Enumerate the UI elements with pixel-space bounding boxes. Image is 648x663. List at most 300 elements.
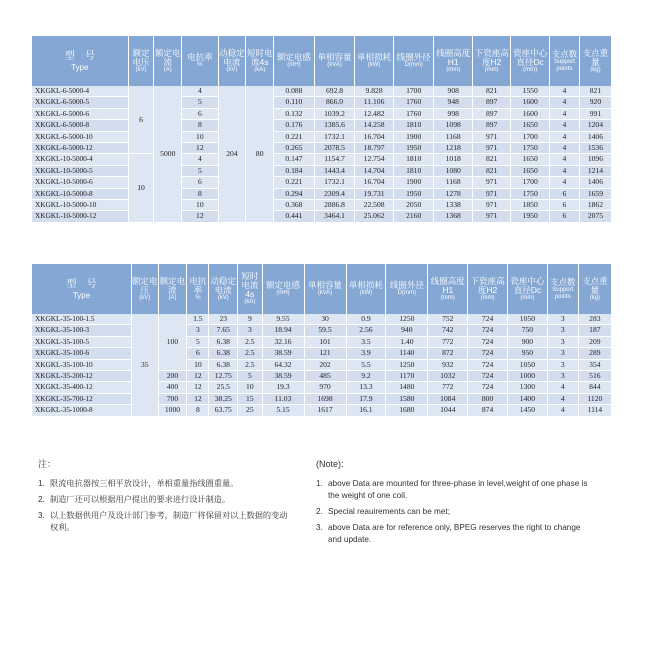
current-cell: 200 xyxy=(158,371,187,382)
table-cell: 22.508 xyxy=(355,200,393,211)
table-cell: 1098 xyxy=(434,120,472,131)
table-cell: 897 xyxy=(472,108,510,119)
table-cell: 1168 xyxy=(434,177,472,188)
table-row xyxy=(32,371,612,382)
table-cell: 25.5 xyxy=(209,382,238,393)
table-cell: 1050 xyxy=(507,359,547,370)
table-body xyxy=(32,314,612,416)
table-cell: 1278 xyxy=(434,188,472,199)
table-cell: 724 xyxy=(468,359,508,370)
table-cell: 1096 xyxy=(579,154,611,165)
table-cell: 0.147 xyxy=(274,154,315,165)
table-cell: 1950 xyxy=(511,211,549,222)
table-cell: 1406 xyxy=(579,131,611,142)
table-header-row xyxy=(32,36,612,86)
table-cell: 17.9 xyxy=(346,393,386,404)
model-cell: XKGKL-10-5000-8 xyxy=(32,188,128,199)
table-cell: 0.088 xyxy=(274,86,315,97)
table-cell: 8 xyxy=(187,405,209,416)
column-header: 瓷座中心直径Dc (mm) xyxy=(511,36,549,86)
table-cell: 1536 xyxy=(579,143,611,154)
table-cell: 948 xyxy=(434,97,472,108)
table-cell: 971 xyxy=(472,143,510,154)
reactance-cell: 6 xyxy=(182,177,218,188)
reactance-cell: 8 xyxy=(182,188,218,199)
table-cell: 1680 xyxy=(386,405,428,416)
table-cell: 1950 xyxy=(393,143,434,154)
column-header: 线圈外径 D(mm) xyxy=(393,36,434,86)
table-cell: 121 xyxy=(304,348,346,359)
table-cell: 1600 xyxy=(511,97,549,108)
table-cell: 9.828 xyxy=(355,86,393,97)
table-cell: 2078.5 xyxy=(314,143,355,154)
table-cell: 932 xyxy=(428,359,468,370)
table-cell: 19.3 xyxy=(262,382,304,393)
table-cell: 1140 xyxy=(386,348,428,359)
note-item: 1. 限流电抗器按三相平放设计，单相重量指线圈重量。 xyxy=(38,479,239,488)
table-row xyxy=(32,108,612,119)
table-cell: 900 xyxy=(507,336,547,347)
table-cell: 874 xyxy=(468,405,508,416)
table-cell: 4 xyxy=(547,393,578,404)
table-cell: 2.56 xyxy=(346,325,386,336)
table-cell: 6 xyxy=(549,200,579,211)
table-row xyxy=(32,382,612,393)
table-cell: 1300 xyxy=(507,382,547,393)
table-cell: 1385.6 xyxy=(314,120,355,131)
column-header: 支点数 Support points xyxy=(547,264,578,314)
table-cell: 752 xyxy=(428,314,468,325)
table-cell: 25.062 xyxy=(355,211,393,222)
reactance-cell: 5 xyxy=(182,165,218,176)
table-cell: 1170 xyxy=(386,371,428,382)
table-cell: 38.25 xyxy=(209,393,238,404)
table-cell: 897 xyxy=(472,97,510,108)
table-cell: 1900 xyxy=(393,131,434,142)
table-row xyxy=(32,314,612,325)
table-cell: 2886.8 xyxy=(314,200,355,211)
table-cell: 897 xyxy=(472,120,510,131)
column-header: 电抗率 % xyxy=(187,264,209,314)
table-cell: 4 xyxy=(549,131,579,142)
table-cell: 6.38 xyxy=(209,359,238,370)
column-header: 额定电压 (kV) xyxy=(128,36,154,86)
table-cell: 1659 xyxy=(579,188,611,199)
table-cell: 1050 xyxy=(507,314,547,325)
table-row xyxy=(32,131,612,142)
reactance-cell: 12 xyxy=(182,143,218,154)
notes-english xyxy=(316,458,596,550)
table-cell: 1000 xyxy=(507,371,547,382)
table-cell: 4 xyxy=(549,108,579,119)
table-cell: 4 xyxy=(549,143,579,154)
column-header: 动稳定电流 (kV) xyxy=(218,36,246,86)
column-header: 短时电流4s (kA) xyxy=(238,264,262,314)
table-row xyxy=(32,120,612,131)
table-cell: 724 xyxy=(468,336,508,347)
table-cell: 991 xyxy=(579,108,611,119)
table-cell: 3464.1 xyxy=(314,211,355,222)
model-cell: XKGKL-6-5000-10 xyxy=(32,131,128,142)
table-cell: 1732.1 xyxy=(314,131,355,142)
column-header: 电抗率 % xyxy=(182,36,218,86)
column-header: 单相损耗 (kW) xyxy=(346,264,386,314)
table-cell: 920 xyxy=(579,97,611,108)
current-cell: 100 xyxy=(158,314,187,371)
column-header: 型 号 Type xyxy=(32,36,128,86)
table-cell: 1218 xyxy=(434,143,472,154)
table-cell: 16.1 xyxy=(346,405,386,416)
table-cell: 3 xyxy=(547,359,578,370)
table-cell: 12 xyxy=(187,371,209,382)
note-item: 2. Special reauirements can be met; xyxy=(316,507,450,516)
table-cell: 14.258 xyxy=(355,120,393,131)
notes-title: 注： xyxy=(38,459,57,469)
column-header: 额定电流 (A) xyxy=(154,36,182,86)
table-cell: 25 xyxy=(238,405,262,416)
table-cell: 908 xyxy=(434,86,472,97)
table-cell: 38.59 xyxy=(262,348,304,359)
table-cell: 4 xyxy=(547,405,578,416)
table-cell: 1480 xyxy=(386,382,428,393)
table-cell: 13.3 xyxy=(346,382,386,393)
dynamic-current-cell: 204 xyxy=(218,86,246,222)
table-cell: 971 xyxy=(472,177,510,188)
table-cell: 0.132 xyxy=(274,108,315,119)
notes-title: (Note): xyxy=(316,459,344,469)
table-row xyxy=(32,348,612,359)
table-cell: 1450 xyxy=(507,405,547,416)
table-cell: 1250 xyxy=(386,314,428,325)
table-cell: 1550 xyxy=(511,86,549,97)
table-cell: 1443.4 xyxy=(314,165,355,176)
table-row xyxy=(32,359,612,370)
table-row xyxy=(32,405,612,416)
column-header: 短时电流4s (kA) xyxy=(246,36,274,86)
table-cell: 16.704 xyxy=(355,131,393,142)
table-cell: 485 xyxy=(304,371,346,382)
column-header: 额定电感 (mH) xyxy=(262,264,304,314)
table-cell: 63.75 xyxy=(209,405,238,416)
table-cell: 59.5 xyxy=(304,325,346,336)
table-row xyxy=(32,86,612,97)
table-cell: 821 xyxy=(472,165,510,176)
model-cell: XKGKL-10-5000-4 xyxy=(32,154,128,165)
reactance-cell: 8 xyxy=(182,120,218,131)
table-cell: 12.482 xyxy=(355,108,393,119)
table-cell: 6.38 xyxy=(209,348,238,359)
table-cell: 0.176 xyxy=(274,120,315,131)
table-cell: 1650 xyxy=(511,165,549,176)
table-row xyxy=(32,200,612,211)
table-cell: 0.110 xyxy=(274,97,315,108)
note-item: 1. above Data are mounted for three-phase in level,weight of one phase is the weight of one coil. xyxy=(316,479,588,500)
voltage-cell: 35 xyxy=(132,314,159,416)
table-cell: 6 xyxy=(549,188,579,199)
model-cell: XKGKL-10-5000-10 xyxy=(32,200,128,211)
table-cell: 101 xyxy=(304,336,346,347)
table-cell: 289 xyxy=(578,348,611,359)
table-cell: 3 xyxy=(547,336,578,347)
table-cell: 772 xyxy=(428,382,468,393)
table-cell: 1.40 xyxy=(386,336,428,347)
table-cell: 1750 xyxy=(511,188,549,199)
table-cell: 1810 xyxy=(393,120,434,131)
table-cell: 4 xyxy=(549,165,579,176)
model-cell: XKGKL-35-1000-8 xyxy=(32,405,132,416)
table-cell: 692.8 xyxy=(314,86,355,97)
table-cell: 1032 xyxy=(428,371,468,382)
column-header: 型 号 Type xyxy=(32,264,132,314)
table-cell: 1084 xyxy=(428,393,468,404)
table-cell: 5 xyxy=(238,371,262,382)
table-cell: 283 xyxy=(578,314,611,325)
table-cell: 971 xyxy=(472,188,510,199)
table-cell: 1900 xyxy=(393,177,434,188)
spec-table-6-10kv xyxy=(32,36,612,223)
table-cell: 1700 xyxy=(511,177,549,188)
reactance-cell: 4 xyxy=(182,86,218,97)
column-header: 线圈高度H1 (mm) xyxy=(428,264,468,314)
reactance-cell: 10 xyxy=(182,200,218,211)
table-cell: 10 xyxy=(238,382,262,393)
column-header: 支点数 Support points xyxy=(549,36,579,86)
table-cell: 11.106 xyxy=(355,97,393,108)
table-cell: 7.65 xyxy=(209,325,238,336)
table-cell: 1732.1 xyxy=(314,177,355,188)
current-cell: 400 xyxy=(158,382,187,393)
current-cell: 700 xyxy=(158,393,187,404)
table-cell: 18.797 xyxy=(355,143,393,154)
table-cell: 1750 xyxy=(511,143,549,154)
table-cell: 1850 xyxy=(511,200,549,211)
table-cell: 516 xyxy=(578,371,611,382)
table-cell: 5 xyxy=(187,336,209,347)
table-cell: 4 xyxy=(549,86,579,97)
table-cell: 1204 xyxy=(579,120,611,131)
model-cell: XKGKL-6-5000-5 xyxy=(32,97,128,108)
table-cell: 750 xyxy=(507,325,547,336)
table-cell: 971 xyxy=(472,131,510,142)
table-cell: 772 xyxy=(428,336,468,347)
table-cell: 0.221 xyxy=(274,131,315,142)
table-cell: 2160 xyxy=(393,211,434,222)
table-cell: 971 xyxy=(472,211,510,222)
reactance-cell: 10 xyxy=(182,131,218,142)
column-header: 额定电压 (kV) xyxy=(132,264,159,314)
table-cell: 3 xyxy=(238,325,262,336)
table-cell: 821 xyxy=(472,154,510,165)
table-cell: 4 xyxy=(547,382,578,393)
table-cell: 19.731 xyxy=(355,188,393,199)
table-cell: 844 xyxy=(578,382,611,393)
table-cell: 1600 xyxy=(511,108,549,119)
table-cell: 6 xyxy=(187,348,209,359)
table-cell: 3 xyxy=(547,371,578,382)
table-cell: 866.0 xyxy=(314,97,355,108)
table-cell: 2075 xyxy=(579,211,611,222)
column-header: 单相损耗 (kW) xyxy=(355,36,393,86)
table-cell: 1168 xyxy=(434,131,472,142)
table-cell: 1114 xyxy=(578,405,611,416)
model-cell: XKGKL-6-5000-8 xyxy=(32,120,128,131)
column-header: 线圈高度H1 (mm) xyxy=(434,36,472,86)
column-header: 额定电感 (mH) xyxy=(274,36,315,86)
column-header: 下瓷座高度H2 (mm) xyxy=(472,36,510,86)
table-row xyxy=(32,97,612,108)
table-cell: 724 xyxy=(468,348,508,359)
table-cell: 11.03 xyxy=(262,393,304,404)
model-cell: XKGKL-35-100-5 xyxy=(32,336,132,347)
table-cell: 3 xyxy=(547,348,578,359)
table-cell: 23 xyxy=(209,314,238,325)
table-cell: 3 xyxy=(187,325,209,336)
table-cell: 2309.4 xyxy=(314,188,355,199)
table-cell: 724 xyxy=(468,371,508,382)
model-cell: XKGKL-10-5000-12 xyxy=(32,211,128,222)
column-header: 额定电流 (A) xyxy=(158,264,187,314)
model-cell: XKGKL-35-100-1.5 xyxy=(32,314,132,325)
short-current-cell: 80 xyxy=(246,86,274,222)
model-cell: XKGKL-35-700-12 xyxy=(32,393,132,404)
table-cell: 1617 xyxy=(304,405,346,416)
table-cell: 2.5 xyxy=(238,336,262,347)
column-header: 动稳定电流 (kV) xyxy=(209,264,238,314)
table-cell: 1698 xyxy=(304,393,346,404)
table-cell: 3.9 xyxy=(346,348,386,359)
table-row xyxy=(32,165,612,176)
table-cell: 187 xyxy=(578,325,611,336)
table-row xyxy=(32,211,612,222)
table-cell: 742 xyxy=(428,325,468,336)
model-cell: XKGKL-6-5000-4 xyxy=(32,86,128,97)
table-cell: 4 xyxy=(549,177,579,188)
table-cell: 1250 xyxy=(386,359,428,370)
table-row xyxy=(32,336,612,347)
table-header-row xyxy=(32,264,612,314)
note-item: 3. above Data are for reference only, BPEG reserves the right to change and update. xyxy=(316,523,581,544)
column-header: 瓷座中心直径Dc (mm) xyxy=(507,264,547,314)
table-cell: 3 xyxy=(547,314,578,325)
table-cell: 4 xyxy=(549,97,579,108)
table-cell: 1338 xyxy=(434,200,472,211)
spec-table-35kv xyxy=(32,264,612,417)
table-cell: 1760 xyxy=(393,108,434,119)
table-cell: 998 xyxy=(434,108,472,119)
note-item: 2. 制造厂还可以根据用户提出的要求进行设计制造。 xyxy=(38,495,231,504)
notes-chinese xyxy=(38,458,288,538)
table-cell: 5.15 xyxy=(262,405,304,416)
table-cell: 6.38 xyxy=(209,336,238,347)
model-cell: XKGKL-35-100-3 xyxy=(32,325,132,336)
reactance-cell: 5 xyxy=(182,97,218,108)
table-cell: 12 xyxy=(187,393,209,404)
table-cell: 1400 xyxy=(507,393,547,404)
table-cell: 1154.7 xyxy=(314,154,355,165)
table-cell: 202 xyxy=(304,359,346,370)
table-body xyxy=(32,86,612,222)
table-row xyxy=(32,143,612,154)
model-cell: XKGKL-6-5000-6 xyxy=(32,108,128,119)
column-header: 下瓷座高度H2 (mm) xyxy=(468,264,508,314)
table-cell: 9.2 xyxy=(346,371,386,382)
voltage-cell: 10 xyxy=(128,154,154,222)
table-cell: 724 xyxy=(468,325,508,336)
table-cell: 2.5 xyxy=(238,348,262,359)
column-header: 线圈外径 D(mm) xyxy=(386,264,428,314)
model-cell: XKGKL-10-5000-6 xyxy=(32,177,128,188)
table-cell: 0.184 xyxy=(274,165,315,176)
reactance-cell: 6 xyxy=(182,108,218,119)
table-cell: 872 xyxy=(428,348,468,359)
table-cell: 9 xyxy=(238,314,262,325)
model-cell: XKGKL-10-5000-5 xyxy=(32,165,128,176)
table-cell: 1080 xyxy=(434,165,472,176)
table-cell: 12 xyxy=(187,382,209,393)
table-cell: 724 xyxy=(468,382,508,393)
table-cell: 0.294 xyxy=(274,188,315,199)
column-header: 单相容量 (kVA) xyxy=(314,36,355,86)
table-row xyxy=(32,177,612,188)
table-cell: 0.441 xyxy=(274,211,315,222)
table-cell: 1580 xyxy=(386,393,428,404)
table-cell: 4 xyxy=(549,120,579,131)
table-cell: 1810 xyxy=(393,165,434,176)
table-cell: 64.32 xyxy=(262,359,304,370)
column-header: 支点重量 (kg) xyxy=(579,36,611,86)
table-cell: 940 xyxy=(386,325,428,336)
reactance-cell: 12 xyxy=(182,211,218,222)
model-cell: XKGKL-35-100-6 xyxy=(32,348,132,359)
table-cell: 3.5 xyxy=(346,336,386,347)
table-cell: 12.754 xyxy=(355,154,393,165)
model-cell: XKGKL-6-5000-12 xyxy=(32,143,128,154)
table-cell: 1760 xyxy=(393,97,434,108)
table-cell: 4 xyxy=(549,154,579,165)
table-cell: 14.704 xyxy=(355,165,393,176)
table-cell: 12.75 xyxy=(209,371,238,382)
column-header: 单相容量 (kVA) xyxy=(304,264,346,314)
table-row xyxy=(32,325,612,336)
table-cell: 32.16 xyxy=(262,336,304,347)
model-cell: XKGKL-35-400-12 xyxy=(32,382,132,393)
table-cell: 1.5 xyxy=(187,314,209,325)
table-cell: 0.265 xyxy=(274,143,315,154)
table-cell: 724 xyxy=(468,314,508,325)
table-cell: 0.368 xyxy=(274,200,315,211)
model-cell: XKGKL-35-200-12 xyxy=(32,371,132,382)
table-cell: 1044 xyxy=(428,405,468,416)
current-cell: 1000 xyxy=(158,405,187,416)
table-cell: 950 xyxy=(507,348,547,359)
table-cell: 38.59 xyxy=(262,371,304,382)
table-cell: 1039.2 xyxy=(314,108,355,119)
table-cell: 1368 xyxy=(434,211,472,222)
table-cell: 1650 xyxy=(511,120,549,131)
table-cell: 1700 xyxy=(511,131,549,142)
table-cell: 16.704 xyxy=(355,177,393,188)
table-cell: 10 xyxy=(187,359,209,370)
table-row xyxy=(32,154,612,165)
table-row xyxy=(32,188,612,199)
model-cell: XKGKL-35-100-10 xyxy=(32,359,132,370)
table-cell: 9.55 xyxy=(262,314,304,325)
table-cell: 1700 xyxy=(393,86,434,97)
table-cell: 354 xyxy=(578,359,611,370)
table-cell: 1406 xyxy=(579,177,611,188)
table-cell: 1214 xyxy=(579,165,611,176)
table-cell: 800 xyxy=(468,393,508,404)
